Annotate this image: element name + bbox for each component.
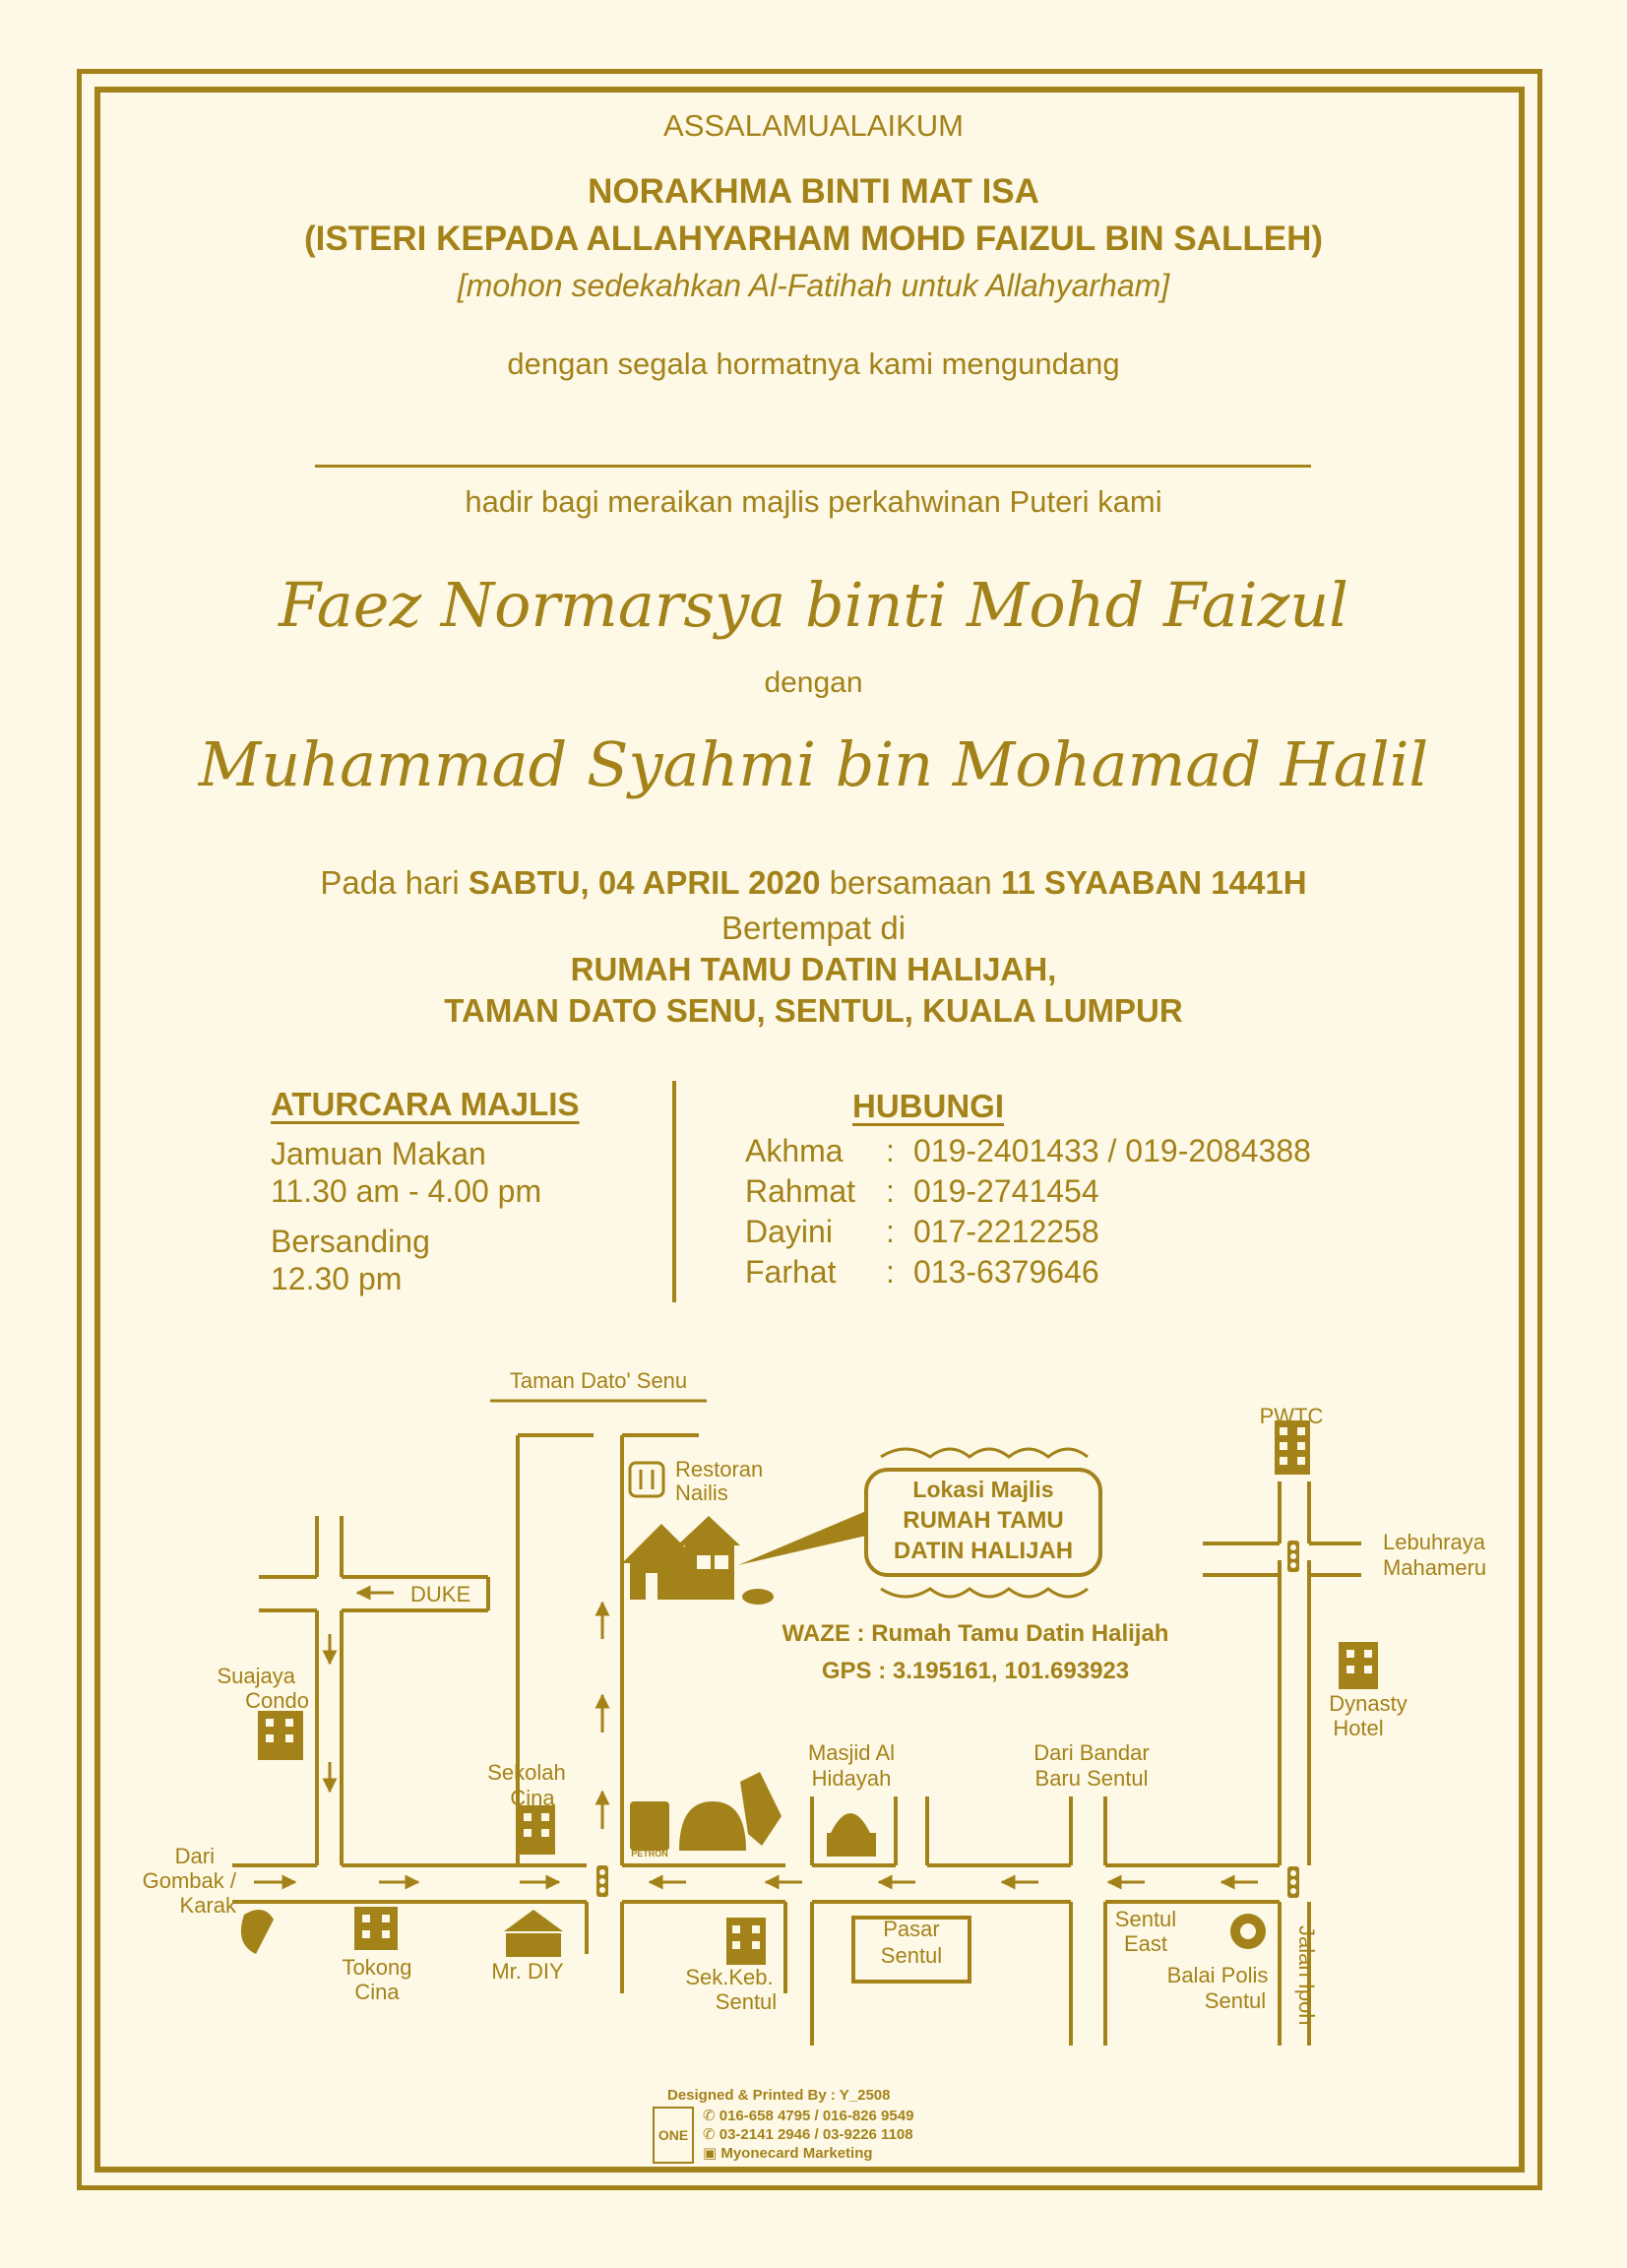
map-label-sekolah: Sekolah (487, 1760, 566, 1785)
contacts-title: HUBUNGI (852, 1088, 1004, 1124)
invite-line: dengan segala hormatnya kami mengundang (507, 346, 1120, 381)
shell-icon (679, 1801, 746, 1851)
map-label-suajaya: Suajaya (217, 1664, 295, 1688)
contact-name: Farhat (745, 1254, 837, 1290)
myonecard-logo: ONE (653, 2107, 694, 2164)
map-label-pasar: Sentul (880, 1943, 943, 1968)
map-waze: WAZE : Rumah Tamu Datin Halijah (782, 1620, 1169, 1647)
map-label-taman: Taman Dato' Senu (509, 1368, 688, 1393)
bhp-icon (740, 1772, 782, 1846)
map-label-lebuhraya: Lebuhraya (1383, 1530, 1485, 1554)
restaurant-icon (630, 1463, 663, 1496)
map-label-bandar: Baru Sentul (1034, 1766, 1149, 1791)
contact-phone: 019-2401433 / 019-2084388 (913, 1133, 1311, 1168)
map-label-sentul-east: East (1123, 1931, 1168, 1956)
contact-phone: 013-6379646 (913, 1254, 1099, 1290)
map-label-jalan-ipoh: Jalan Ipoh (1294, 1925, 1319, 2026)
map-label-sekkeb: Sentul (715, 1989, 778, 2014)
map-label-dari: Dari (174, 1844, 215, 1868)
map-label-balai: Sentul (1204, 1988, 1267, 2013)
credit-phone: ✆ 03-2141 2946 / 03-9226 1108 (703, 2126, 913, 2143)
contact-phone: 019-2741454 (913, 1173, 1099, 1209)
venue-line-1: RUMAH TAMU DATIN HALIJAH, (570, 951, 1057, 987)
map-label-tokong: Cina (354, 1980, 400, 2004)
petron-icon (630, 1801, 669, 1851)
map-label-venue: RUMAH TAMU (903, 1507, 1064, 1534)
map-label-masjid: Masjid Al (807, 1740, 896, 1765)
map-label-restoran: Restoran (675, 1457, 764, 1481)
greeting: ASSALAMUALAIKUM (663, 108, 964, 143)
contact-separator: : (886, 1133, 895, 1168)
map-label-sekolah: Cina (510, 1786, 555, 1810)
schedule-title: ATURCARA MAJLIS (271, 1086, 580, 1122)
map-label-petron: PETRON (631, 1849, 668, 1858)
map-label-duke: DUKE (410, 1582, 471, 1606)
bride-name: Faez Normarsya binti Mohd Faizul (278, 569, 1349, 641)
map-label-pwtc: PWTC (1259, 1404, 1324, 1428)
schedule-item-time: 12.30 pm (271, 1261, 403, 1296)
event-date-line: Pada hari SABTU, 04 APRIL 2020 bersamaan 11 SYAABAN 1441H (320, 864, 1307, 901)
schedule-item-label: Jamuan Makan (271, 1136, 486, 1171)
host-note: [mohon sedekahkan Al-Fatihah untuk Allahyarham] (457, 268, 1170, 303)
map-label-mrdiy: Mr. DIY (491, 1959, 564, 1984)
ornament-top (881, 1449, 1088, 1457)
host-relation: (ISTERI KEPADA ALLAHYARHAM MOHD FAIZUL BIN SALLEH) (303, 220, 1324, 258)
event-hijri: 11 SYAABAN 1441H (1000, 864, 1307, 901)
credit-line: Designed & Printed By : Y_2508 (667, 2087, 891, 2104)
sekolah-cina-icon (518, 1805, 555, 1855)
venue-label: Bertempat di (720, 910, 907, 946)
map-label-sentul-east: Sentul (1114, 1907, 1177, 1931)
map-label-karak: Karak (179, 1893, 236, 1918)
contact-name: Rahmat (745, 1173, 856, 1209)
map-label-pasar: Pasar (883, 1917, 940, 1941)
credit-phone: ✆ 016-658 4795 / 016-826 9549 (703, 2108, 914, 2124)
map-label-balai: Balai Polis (1166, 1963, 1269, 1987)
map-label-dynasty: Hotel (1333, 1716, 1384, 1740)
map-label-suajaya: Condo (245, 1688, 309, 1713)
venue-line-2: TAMAN DATO SENU, SENTUL, KUALA LUMPUR (444, 992, 1183, 1029)
map-label-lokasi: Lokasi Majlis (912, 1477, 1054, 1502)
schedule-item-time: 11.30 am - 4.00 pm (271, 1173, 542, 1209)
couple-connector: dengan (764, 666, 863, 699)
ornament-bottom (881, 1589, 1088, 1597)
map-label-restoran: Nailis (675, 1480, 728, 1505)
map-gps: GPS : 3.195161, 101.693923 (821, 1658, 1130, 1684)
contact-separator: : (886, 1214, 895, 1249)
map-label-bandar: Dari Bandar (1033, 1740, 1150, 1765)
credit-facebook: ▣ Myonecard Marketing (703, 2145, 873, 2162)
tokong-cina-icon (354, 1907, 398, 1950)
callout-pointer (738, 1511, 866, 1565)
map-label-venue: DATIN HALIJAH (893, 1538, 1074, 1564)
map-label-lebuhraya: Mahameru (1383, 1555, 1487, 1580)
contact-name: Akhma (745, 1133, 844, 1168)
contact-phone: 017-2212258 (913, 1214, 1099, 1249)
schedule-item-label: Bersanding (271, 1224, 430, 1259)
phone-icon: ✆ (703, 2126, 720, 2143)
attend-line: hadir bagi meraikan majlis perkahwinan Puteri kami (465, 484, 1162, 519)
whatsapp-icon: ✆ (703, 2108, 720, 2124)
suajaya-condo-icon (258, 1711, 303, 1760)
map-roads (232, 1435, 1361, 2046)
map-label-gombak: Gombak / (142, 1868, 236, 1893)
host-name: NORAKHMA BINTI MAT ISA (588, 172, 1039, 211)
groom-name: Muhammad Syahmi bin Mohamad Halil (198, 728, 1429, 800)
facebook-icon: ▣ (703, 2145, 721, 2162)
map-label-tokong: Tokong (342, 1955, 412, 1980)
contact-separator: : (886, 1254, 895, 1290)
event-date: SABTU, 04 APRIL 2020 (468, 864, 821, 901)
mr-diy-icon (504, 1910, 563, 1931)
map-label-sekkeb: Sek.Keb. (685, 1965, 774, 1989)
contact-separator: : (886, 1173, 895, 1209)
masjid-icon (831, 1813, 870, 1833)
petronas-icon (241, 1910, 274, 1954)
map-label-masjid: Hidayah (811, 1766, 892, 1791)
contact-name: Dayini (745, 1214, 833, 1249)
map-label-dynasty: Dynasty (1329, 1691, 1408, 1716)
